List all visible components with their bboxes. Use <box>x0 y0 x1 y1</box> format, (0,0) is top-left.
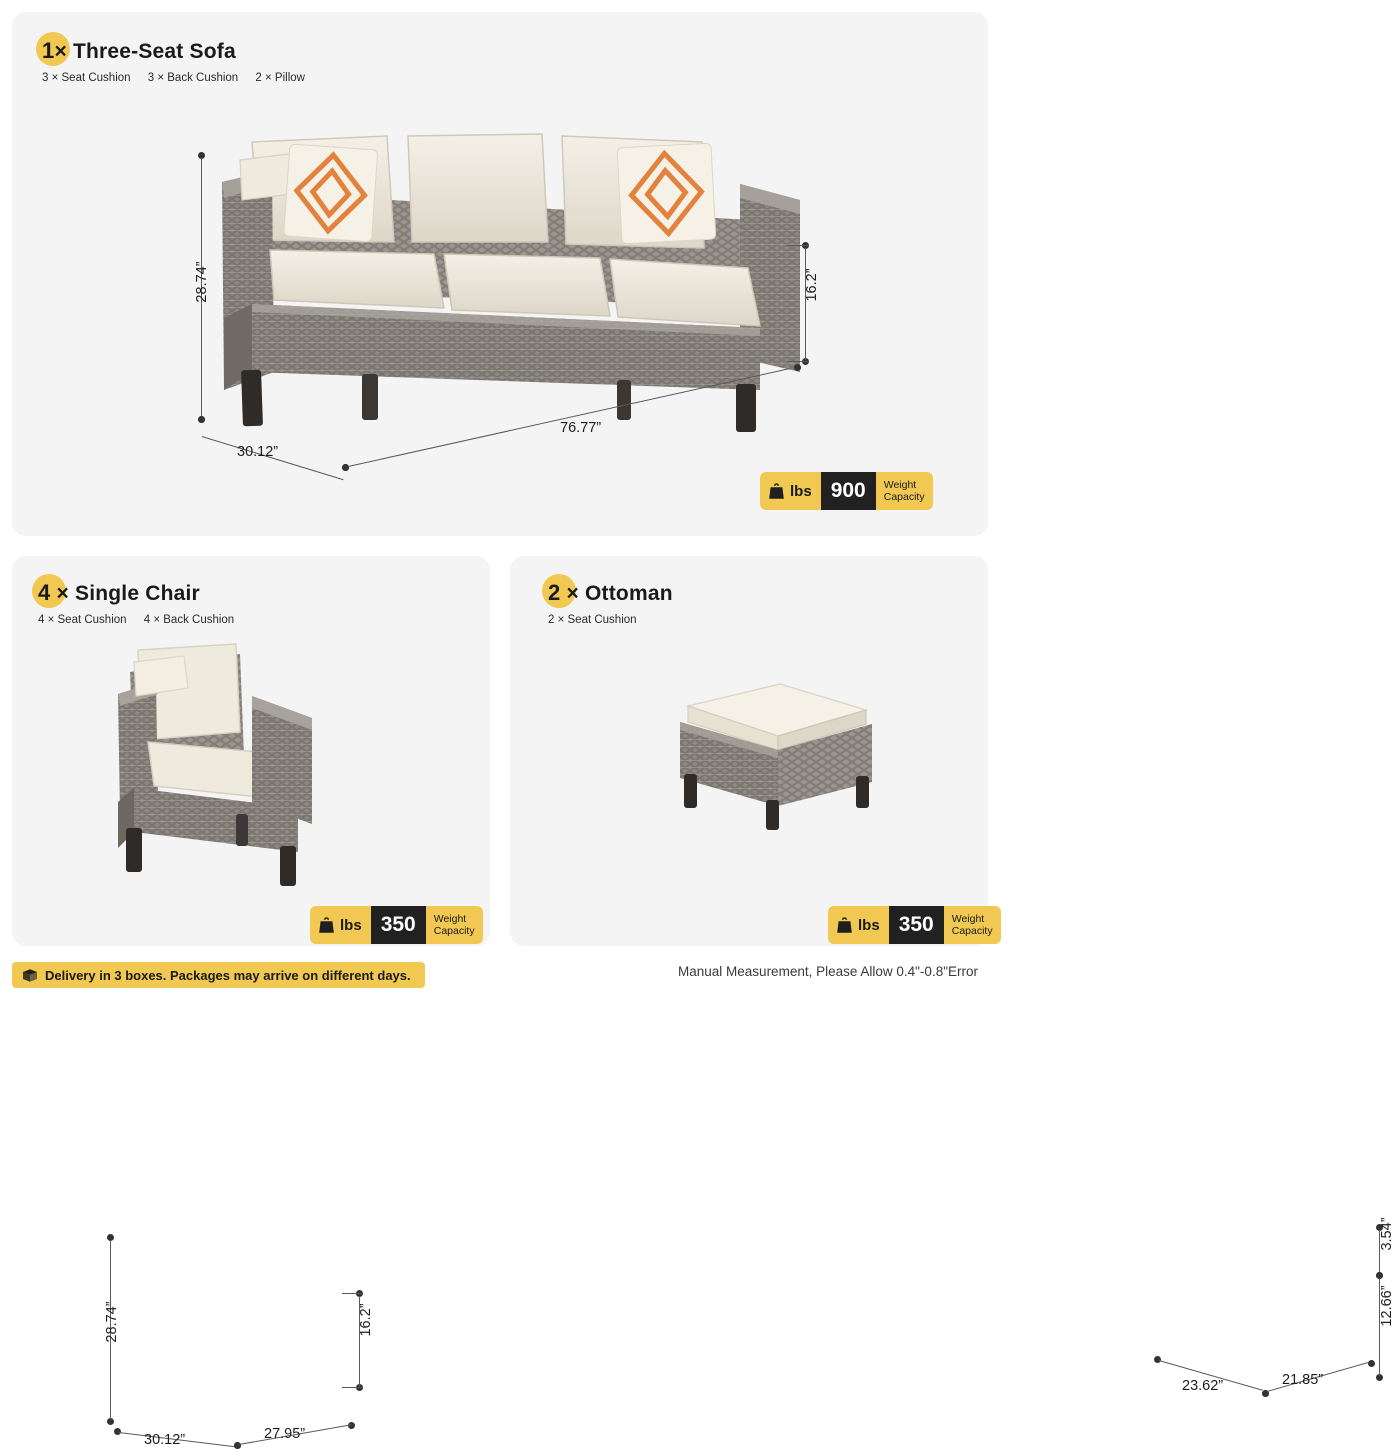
dim-label-depth: 30.12” <box>237 444 279 460</box>
box-icon <box>22 968 38 983</box>
weight-unit-block <box>828 906 889 944</box>
weight-value: 350 <box>371 906 426 944</box>
weight-unit-label: lbs <box>340 916 362 934</box>
subitem: 4 × Back Cushion <box>143 614 235 626</box>
weight-capacity-line2: Capacity <box>883 491 925 503</box>
dim-label-width: 27.95” <box>264 1426 306 1442</box>
weight-capacity-badge-chair <box>310 906 483 944</box>
measurement-note: Manual Measurement, Please Allow 0.4"-0.8"Error <box>678 964 978 979</box>
section-name: Three-Seat Sofa <box>72 40 236 63</box>
section-qty: 1 <box>42 38 55 63</box>
dim-dot <box>1368 1360 1375 1367</box>
dim-dot <box>794 364 801 371</box>
weight-capacity-label <box>876 472 933 510</box>
section-name: Ottoman <box>585 582 673 605</box>
dim-tick <box>342 1387 362 1388</box>
weight-capacity-line1: Weight <box>951 912 985 925</box>
weight-capacity-line2: Capacity <box>433 925 475 937</box>
subitem: 2 × Pillow <box>255 72 305 84</box>
illustration-sofa <box>212 122 812 452</box>
dim-tick <box>787 245 809 246</box>
section-multiply: × <box>56 582 69 605</box>
weight-capacity-line1: Weight <box>433 912 467 925</box>
dim-label-width: 76.77” <box>560 420 602 436</box>
section-name: Single Chair <box>75 582 200 605</box>
section-qty: 2 <box>548 580 561 605</box>
dim-label-height: 28.74” <box>194 261 210 303</box>
section-title-ottoman <box>548 580 673 606</box>
weight-value: 900 <box>821 472 876 510</box>
weight-unit-block <box>760 472 821 510</box>
weight-icon <box>768 482 785 500</box>
weight-unit-label: lbs <box>858 916 880 934</box>
delivery-note <box>12 962 425 988</box>
section-subitems-ottoman <box>548 614 673 626</box>
header-ottoman <box>548 580 673 626</box>
section-subitems-chair <box>38 614 248 626</box>
dim-label-depth: 30.12” <box>144 1432 186 1448</box>
panel-three-seat-sofa <box>12 12 988 536</box>
dim-label-seat-height: 16.2” <box>358 1303 374 1337</box>
weight-capacity-line2: Capacity <box>951 925 993 937</box>
weight-capacity-label <box>426 906 483 944</box>
section-title-sofa <box>42 38 319 64</box>
subitem: 3 × Seat Cushion <box>42 72 131 84</box>
dim-label-seat-height: 16.2” <box>804 268 820 302</box>
dim-tick <box>787 361 809 362</box>
dim-label-width: 21.85” <box>1282 1372 1324 1388</box>
weight-icon <box>836 916 853 934</box>
section-multiply: × <box>566 582 579 605</box>
section-title-chair <box>38 580 248 606</box>
illustration-chair <box>112 636 362 876</box>
subitem: 3 × Back Cushion <box>147 72 239 84</box>
dim-label-total-height: 12.66” <box>1379 1285 1395 1327</box>
subitem: 4 × Seat Cushion <box>38 614 127 626</box>
weight-capacity-label <box>944 906 1001 944</box>
dim-label-depth: 23.62” <box>1182 1378 1224 1394</box>
delivery-note-text: Delivery in 3 boxes. Packages may arrive on different days. <box>45 967 411 983</box>
weight-capacity-badge-ottoman <box>828 906 1001 944</box>
illustration-ottoman <box>660 666 890 846</box>
weight-capacity-line1: Weight <box>883 478 917 491</box>
subitem: 2 × Seat Cushion <box>548 614 637 626</box>
section-subitems-sofa <box>42 72 319 84</box>
weight-unit-block <box>310 906 371 944</box>
dim-dot <box>198 416 205 423</box>
header-sofa <box>42 38 319 84</box>
weight-capacity-badge-sofa <box>760 472 933 510</box>
section-qty: 4 <box>38 580 51 605</box>
weight-value: 350 <box>889 906 944 944</box>
header-chair <box>38 580 248 626</box>
weight-icon <box>318 916 335 934</box>
dim-label-cushion-height: 3.54” <box>1379 1217 1395 1251</box>
section-multiply: × <box>54 40 67 63</box>
weight-unit-label: lbs <box>790 482 812 500</box>
dim-label-height: 28.74” <box>104 1301 120 1343</box>
